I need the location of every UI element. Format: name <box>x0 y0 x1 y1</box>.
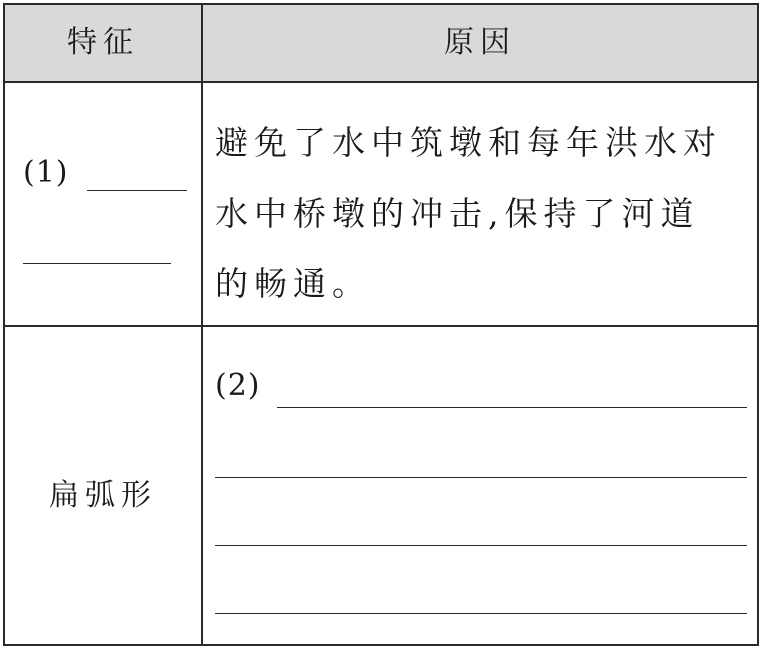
answer-blank-2d[interactable] <box>215 613 747 614</box>
header-reason: 原因 <box>444 25 516 60</box>
feature-flat-arc: 扁弧形 <box>49 478 157 513</box>
answer-table <box>3 3 759 646</box>
blank-label-2: (2) <box>215 368 261 403</box>
answer-blank-1a[interactable] <box>87 190 187 191</box>
answer-blank-1b[interactable] <box>23 263 171 264</box>
reason-line-3: 的畅通。 <box>215 264 371 303</box>
header-feature: 特征 <box>67 25 139 60</box>
blank-label-1: (1) <box>23 155 69 190</box>
reason-line-1: 避免了水中筑墩和每年洪水对 <box>215 123 722 162</box>
reason-line-2: 水中桥墩的冲击,保持了河道 <box>215 194 700 233</box>
answer-blank-2a[interactable] <box>277 407 747 408</box>
answer-blank-2c[interactable] <box>215 545 747 546</box>
answer-blank-2b[interactable] <box>215 477 747 478</box>
table-header-row <box>5 5 757 83</box>
row-divider <box>5 325 757 327</box>
